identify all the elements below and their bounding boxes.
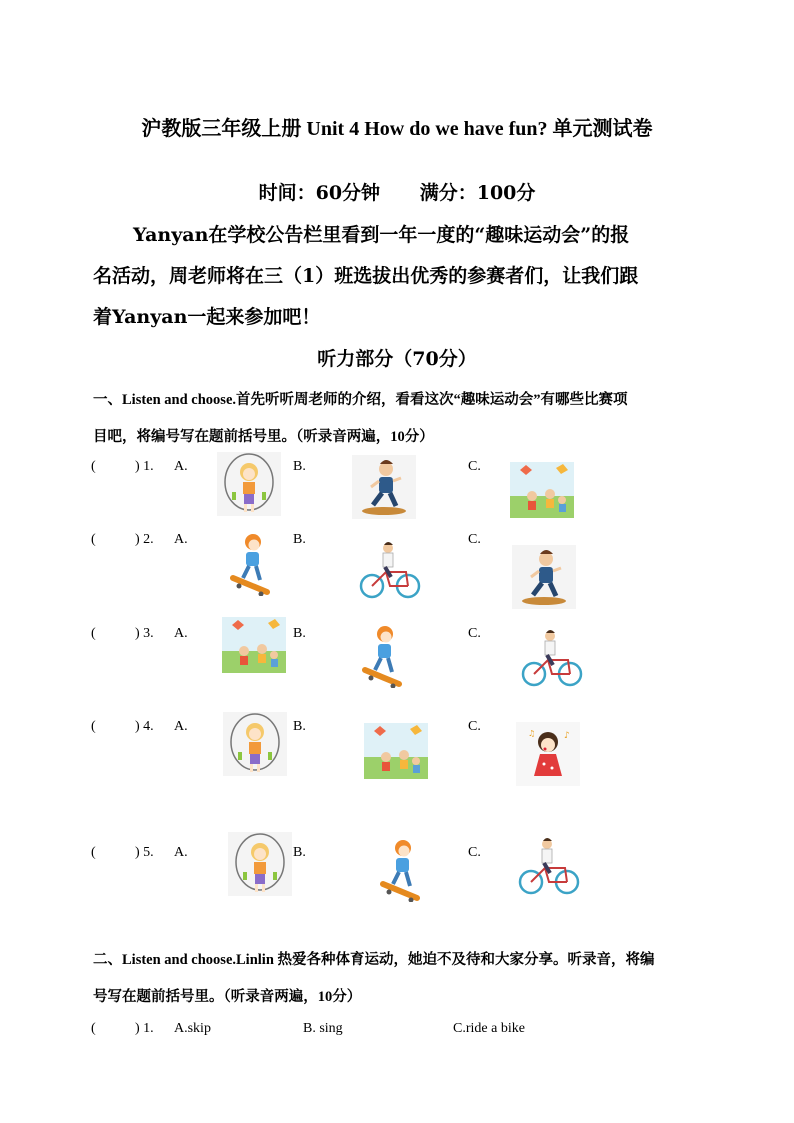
option-letter: B. bbox=[293, 719, 306, 734]
instruction-line: 一、Listen and choose.首先听听周老师的介绍，看看这次“趣味运动会”有哪些比赛项 bbox=[93, 392, 628, 408]
question-number: ) 4. bbox=[135, 719, 154, 734]
option-c: C.ride a bike bbox=[453, 1021, 525, 1036]
running-icon bbox=[352, 455, 416, 519]
option-letter: C. bbox=[468, 845, 481, 860]
answer-bracket-open: ( bbox=[91, 626, 96, 641]
question-number: ) 1. bbox=[135, 1021, 154, 1036]
answer-bracket-open: ( bbox=[91, 532, 96, 547]
section2-instructions bbox=[93, 942, 713, 1016]
option-letter: A. bbox=[174, 532, 188, 547]
cycling-icon bbox=[358, 540, 422, 604]
option-b: B. sing bbox=[303, 1021, 343, 1036]
listening-part-heading: 听力部分（70分） bbox=[317, 348, 477, 370]
option-letter: B. bbox=[293, 459, 306, 474]
answer-bracket-open: ( bbox=[91, 845, 96, 860]
option-letter: A. bbox=[174, 845, 188, 860]
question-number: ) 2. bbox=[135, 532, 154, 547]
question-number: ) 3. bbox=[135, 626, 154, 641]
intro-paragraph bbox=[93, 215, 705, 338]
option-letter: B. bbox=[293, 532, 306, 547]
instruction-line: 目吧，将编号写在题前括号里。（听录音两遍，10分） bbox=[93, 429, 434, 445]
option-a: A.skip bbox=[174, 1021, 211, 1036]
option-letter: C. bbox=[468, 719, 481, 734]
intro-line: 名活动，周老师将在三（1）班选拔出优秀的参赛者们，让我们跟 bbox=[93, 265, 639, 287]
page-title: 沪教版三年级上册 Unit 4 How do we have fun? 单元测试卷 bbox=[141, 118, 653, 140]
answer-bracket-open: ( bbox=[91, 719, 96, 734]
skateboard-icon bbox=[375, 838, 439, 902]
option-letter: B. bbox=[293, 845, 306, 860]
option-letter: A. bbox=[174, 459, 188, 474]
option-letter: A. bbox=[174, 626, 188, 641]
instruction-line: 二、Listen and choose.Linlin 热爱各种体育运动，她迫不及待和大家分享。听录音，将编 bbox=[93, 952, 655, 968]
instruction-line: 号写在题前括号里。（听录音两遍，10分） bbox=[93, 989, 362, 1005]
kite-flying-icon bbox=[364, 723, 428, 787]
question-number: ) 1. bbox=[135, 459, 154, 474]
exam-meta: 时间：60分钟 满分：100分 bbox=[258, 182, 536, 204]
singing-icon bbox=[516, 722, 580, 786]
answer-bracket-open: ( bbox=[91, 459, 96, 474]
cycling-icon bbox=[517, 836, 581, 900]
intro-line: Yanyan在学校公告栏里看到一年一度的“趣味运动会”的报 bbox=[133, 224, 630, 246]
jump-rope-icon bbox=[223, 712, 287, 776]
answer-bracket-open: ( bbox=[91, 1021, 96, 1036]
option-letter: C. bbox=[468, 459, 481, 474]
jump-rope-icon bbox=[228, 832, 292, 896]
option-letter: A. bbox=[174, 719, 188, 734]
option-letter: B. bbox=[293, 626, 306, 641]
cycling-icon bbox=[520, 628, 584, 692]
kite-flying-icon bbox=[222, 617, 286, 681]
skateboard-icon bbox=[357, 624, 421, 688]
kite-flying-icon bbox=[510, 462, 574, 526]
option-letter: C. bbox=[468, 626, 481, 641]
intro-line: 着Yanyan一起来参加吧！ bbox=[93, 306, 321, 328]
section1-instructions bbox=[93, 382, 713, 456]
option-letter: C. bbox=[468, 532, 481, 547]
running-icon bbox=[512, 545, 576, 609]
skateboard-icon bbox=[225, 532, 289, 596]
question-number: ) 5. bbox=[135, 845, 154, 860]
jump-rope-icon bbox=[217, 452, 281, 516]
